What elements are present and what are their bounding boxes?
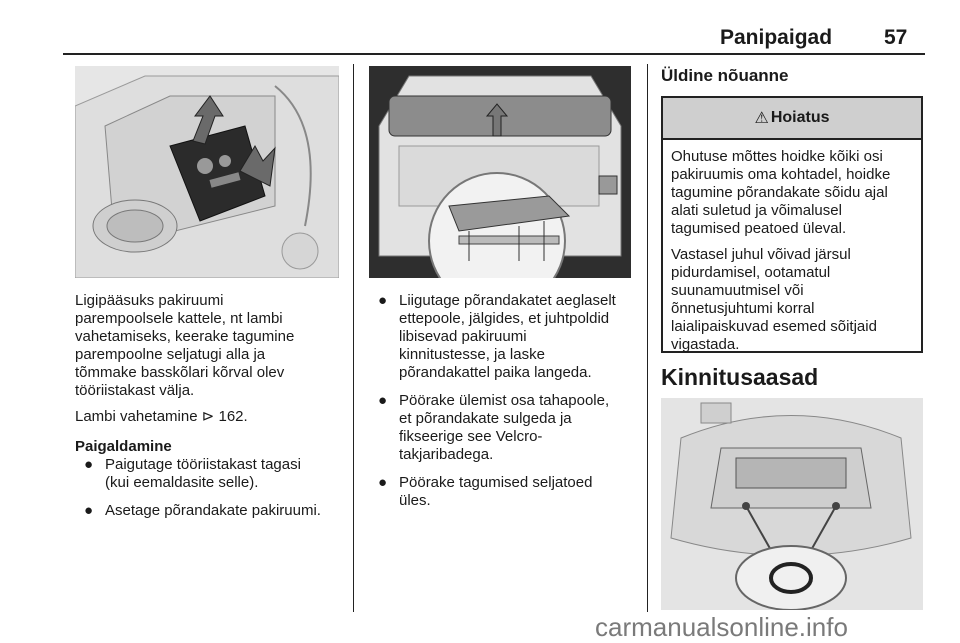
warning-line: alati suletud ja võimalusel — [671, 202, 842, 219]
warning-box — [661, 96, 923, 353]
floor-cover-illustration — [369, 66, 631, 278]
warning-body — [663, 140, 921, 354]
bullet-icon: ● — [84, 502, 94, 519]
column-2-text — [369, 292, 641, 520]
list-item — [369, 292, 641, 382]
warning-header — [663, 98, 921, 140]
bullet-line: ettepoole, jälgides, et juhtpoldid — [399, 310, 610, 327]
lashing-eyes-illustration — [661, 398, 923, 610]
toolbox-illustration — [75, 66, 339, 278]
warning-line: pidurdamisel, ootamatul — [671, 264, 831, 281]
list-item — [75, 502, 345, 520]
header-rule — [63, 53, 925, 55]
bullet-icon: ● — [378, 392, 388, 409]
bullet-line: Asetage põrandakate pakiruumi. — [105, 502, 321, 519]
bullet-icon: ● — [84, 456, 94, 473]
general-advice-heading: Üldine nõuanne — [661, 66, 789, 85]
warning-line: suunamuutmisel või — [671, 282, 804, 299]
caption-line: tööriistakast välja. — [75, 382, 195, 399]
toolbox-caption — [75, 292, 345, 400]
page-header-title: Panipaigad — [720, 26, 833, 49]
lashing-eyes-heading: Kinnitusaasad — [661, 364, 819, 390]
bullet-icon: ● — [378, 292, 388, 309]
caption-line: tõmmake basskõlari kõrval olev — [75, 364, 285, 381]
warning-line: tagumised peatoed üleval. — [671, 220, 847, 237]
install-heading: Paigaldamine — [75, 438, 172, 455]
list-item — [369, 392, 641, 464]
bullet-line: takjaribadega. — [399, 446, 494, 463]
bullet-line: Paigutage tööriistakast tagasi — [105, 456, 301, 473]
warning-paragraph — [671, 148, 913, 238]
floor-cover-steps — [369, 292, 641, 510]
bullet-line: Liigutage põrandakatet aeglaselt — [399, 292, 616, 309]
bullet-line: libisevad pakiruumi — [399, 328, 527, 345]
list-item — [369, 474, 641, 510]
install-steps — [75, 456, 345, 520]
warning-line: vigastada. — [671, 336, 740, 353]
warning-line: pakiruumis oma kohtadel, hoidke — [671, 166, 891, 183]
caption-line: parempoolne seljatugi alla ja — [75, 346, 266, 363]
watermark: carmanualsonline.info — [595, 612, 848, 642]
caption-line: vahetamiseks, keerake tagumine — [75, 328, 295, 345]
bullet-line: Pöörake tagumised seljatoed — [399, 474, 593, 491]
bullet-line: kinnitustesse, ja laske — [399, 346, 545, 363]
bullet-line: üles. — [399, 492, 431, 509]
warning-triangle-icon: ⚠ — [754, 110, 769, 127]
warning-paragraph — [671, 246, 913, 354]
warning-line: Ohutuse mõttes hoidke kõiki osi — [671, 148, 883, 165]
bullet-line: Pöörake ülemist osa tahapoole, — [399, 392, 610, 409]
list-item — [75, 456, 345, 492]
bullet-line: põrandakattel paika langeda. — [399, 364, 592, 381]
bullet-line: (kui eemaldasite selle). — [105, 474, 259, 491]
bullet-line: et põrandakate sulgeda ja — [399, 410, 572, 427]
warning-line: tagumine põrandakate sõidu ajal — [671, 184, 888, 201]
warning-label: Hoiatus — [770, 109, 830, 126]
bullet-line: fikseerige see Velcro- — [399, 428, 543, 445]
warning-line: laialipaiskuvad esemed sõitjaid — [671, 318, 877, 335]
caption-line: parempoolsele kattele, nt lambi — [75, 310, 283, 327]
warning-line: Vastasel juhul võivad järsul — [671, 246, 851, 263]
page-number: 57 — [884, 26, 908, 49]
column-divider-1 — [353, 64, 354, 612]
warning-line: õnnetusjuhtumi korral — [671, 300, 815, 317]
caption-line: Ligipääsuks pakiruumi — [75, 292, 224, 309]
lamp-replacement-reference[interactable]: Lambi vahetamine ⊳ 162. — [75, 408, 248, 425]
column-divider-2 — [647, 64, 648, 612]
bullet-icon: ● — [378, 474, 388, 491]
column-1-text — [75, 292, 345, 530]
